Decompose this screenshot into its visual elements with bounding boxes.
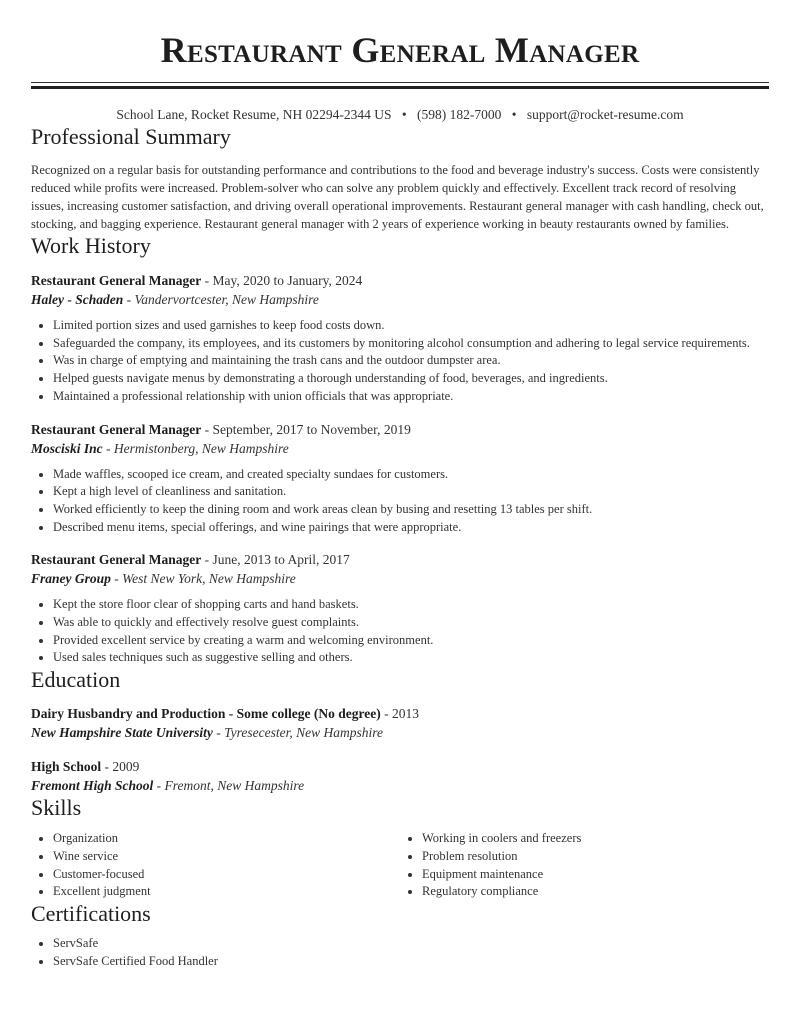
education-degree-line (31, 704, 769, 723)
job-bullets (31, 317, 769, 406)
skills-grid (31, 830, 769, 901)
job-dates: - May, 2020 to January, 2024 (201, 273, 363, 288)
skill-item: • Wine service (53, 848, 400, 866)
section-heading-certifications: Certifications (31, 900, 151, 926)
job-dates: - September, 2017 to November, 2019 (201, 421, 411, 437)
job-title-line (31, 420, 769, 439)
education-school-line (31, 776, 769, 795)
job-location: - Vandervortcester, New Hampshire (123, 292, 319, 307)
skill-item: • Working in coolers and freezers (422, 830, 769, 848)
skill-item: • Organization (53, 830, 400, 848)
list-item: • Was able to quickly and effectively resolve guest complaints. (53, 614, 769, 632)
list-item: • Used sales techniques such as suggestive selling and others. (53, 649, 769, 667)
contact-email: support@rocket-resume.com (526, 107, 684, 122)
list-item: • Helped guests navigate menus by demonstrating a thorough understanding of food, beverages, and ingredients. (53, 370, 769, 388)
section-heading-summary: Professional Summary (31, 124, 231, 149)
list-item: • Provided excellent service by creating a warm and welcoming environment. (53, 632, 769, 650)
contact-phone: (598) 182-7000 (417, 107, 502, 122)
section-heading-skills: Skills (31, 795, 82, 821)
job-title-line (31, 271, 769, 290)
job-company: Mosciski Inc (31, 440, 103, 456)
list-item: • Described menu items, special offerings, and wine pairings that were appropriate. (53, 519, 769, 537)
skills-column-right (400, 830, 769, 901)
education-year: - 2013 (380, 706, 419, 722)
skill-item: • Problem resolution (422, 848, 769, 866)
list-item: • Worked efficiently to keep the dining room and work areas clean by busing and resetting 13 tables per shift. (53, 501, 769, 519)
list-item: • Was in charge of emptying and maintaining the trash cans and the outdoor dumpster area. (53, 352, 769, 370)
list-item: • Maintained a professional relationship with union officials that was appropriate. (53, 388, 769, 406)
section-heading-education: Education (31, 667, 121, 693)
bullet-separator: • (401, 107, 407, 122)
skill-item: • Excellent judgment (53, 883, 400, 901)
list-item: • Kept a high level of cleanliness and sanitation. (53, 483, 769, 501)
skill-item: • Customer-focused (53, 866, 400, 884)
education-school: New Hampshire State University (31, 725, 213, 741)
education-degree-line (31, 757, 769, 776)
job-company: Franey Group (31, 571, 111, 587)
bullet-separator: • (511, 107, 517, 122)
job-entry (31, 550, 769, 667)
skill-item: • Regulatory compliance (422, 883, 769, 901)
contact-address: School Lane, Rocket Resume, NH 02294-2344 US (116, 107, 392, 122)
job-company-line (31, 290, 769, 309)
summary-text: Recognized on a regular basis for outstanding performance and contributions to the food and beverage industry's success. Costs were consistently reduced while profits were increased. Problem-solver who can solve any problem quickly and effectively. Excellent track record of resolving issues, increasing customer satisfaction, and driving overall operational improvements. Restaurant general manager with cash handling, check out, stocking, and bagging experience. Restaurant general manager with 2 years of experience working in beauty restaurants owned by families. (31, 163, 764, 231)
job-title-line (31, 550, 769, 569)
list-item: • Kept the store floor clear of shopping carts and hand baskets. (53, 596, 769, 614)
education-location: - Fremont, New Hampshire (153, 778, 305, 794)
education-degree: Dairy Husbandry and Production - Some college (No degree) (31, 706, 381, 722)
job-dates: - June, 2013 to April, 2017 (201, 552, 350, 568)
job-bullets (31, 596, 769, 667)
header-divider-thin (31, 82, 769, 83)
list-item: • Made waffles, scooped ice cream, and created specialty sundaes for customers. (53, 466, 769, 484)
list-item: • Limited portion sizes and used garnishes to keep food costs down. (53, 317, 769, 335)
certifications-list (31, 935, 769, 970)
education-entry (31, 757, 769, 795)
job-company-line (31, 439, 769, 458)
skill-item: • Equipment maintenance (422, 866, 769, 884)
list-item: • Safeguarded the company, its employees, and its customers by monitoring alcohol consumption and adhering to legal service requirements. (53, 335, 769, 353)
contact-line (31, 106, 769, 124)
job-title: Restaurant General Manager (31, 273, 202, 288)
education-year: - 2009 (101, 759, 140, 775)
education-degree: High School (31, 759, 102, 775)
education-location: - Tyresecester, New Hampshire (212, 725, 383, 741)
skills-column-left (31, 830, 400, 901)
job-entry (31, 420, 769, 537)
job-entry (31, 271, 769, 406)
job-location: - Hermistonberg, New Hampshire (102, 440, 289, 456)
education-school-line (31, 723, 769, 742)
job-company: Haley - Schaden (31, 292, 124, 307)
certification-item: • ServSafe Certified Food Handler (53, 953, 769, 971)
certification-item: • ServSafe (53, 935, 769, 953)
job-location: - West New York, New Hampshire (110, 571, 296, 587)
job-title: Restaurant General Manager (31, 552, 202, 568)
education-entry (31, 704, 769, 742)
job-title: Restaurant General Manager (31, 421, 202, 437)
header-divider-thick (31, 86, 769, 89)
education-school: Fremont High School (31, 778, 154, 794)
resume-title: Restaurant General Manager (160, 30, 640, 70)
section-heading-work-history: Work History (31, 233, 151, 258)
job-bullets (31, 466, 769, 537)
job-company-line (31, 569, 769, 588)
